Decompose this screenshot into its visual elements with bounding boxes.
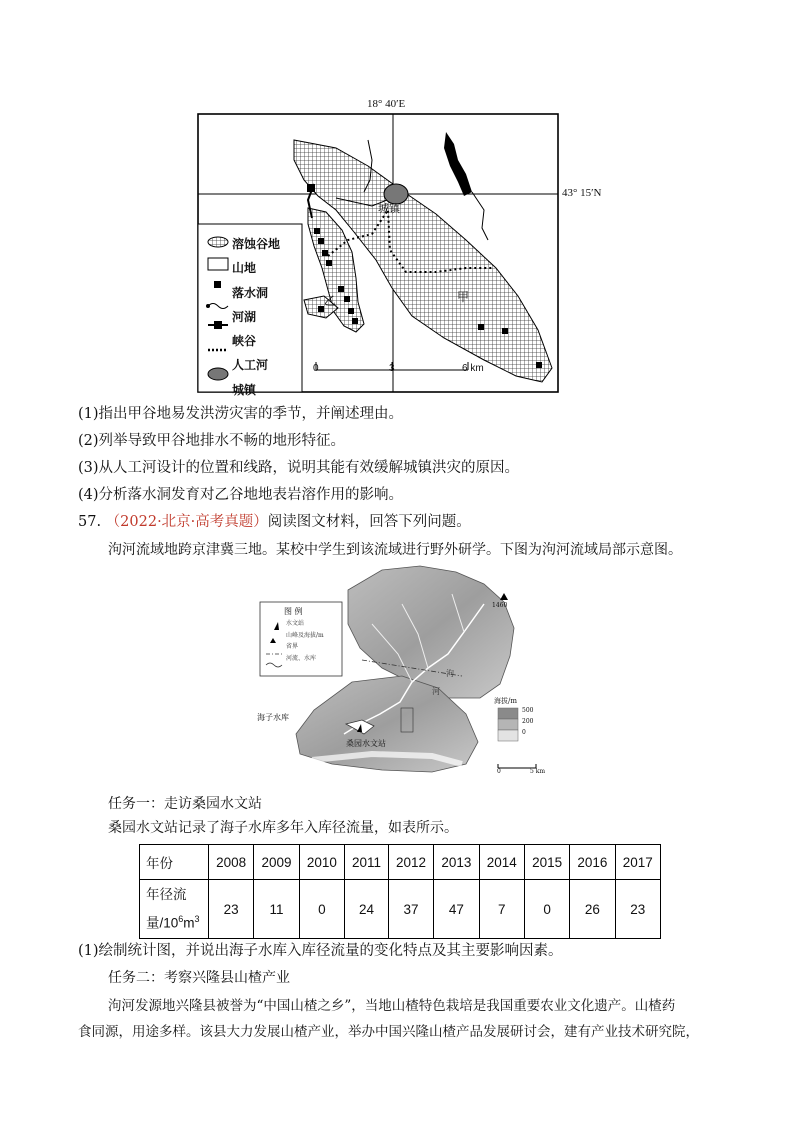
runoff-cell: 47 [434, 880, 479, 939]
header-runoff-line1: 年径流 [146, 886, 187, 902]
question-57-intro: 泃河流域地跨京津冀三地。某校中学生到该流域进行野外研学。下图为泃河流域局部示意图。 [108, 542, 682, 558]
label-reservoir: 海子水库 [257, 713, 289, 722]
scale-3: 3 [389, 363, 395, 374]
elev-0: 0 [522, 729, 526, 736]
legend-hydro-station: 水文站 [286, 620, 305, 627]
year-cell: 2009 [254, 845, 299, 880]
question-56-1: (1)指出甲谷地易发洪涝灾害的季节，并阐述理由。 [78, 406, 404, 422]
map2-scale-5km: 5 km [530, 768, 546, 775]
label-river-1: 泃 [446, 669, 454, 678]
scale-0: 0 [313, 363, 319, 374]
label-peak-elev: 1460 [492, 602, 508, 609]
question-56-3: (3)从人工河设计的位置和线路，说明其能有效缓解城镇洪灾的原因。 [78, 460, 520, 476]
question-56-4: (4)分析落水洞发育对乙谷地地表岩溶作用的影响。 [78, 487, 404, 503]
question-57-1: (1)绘制统计图，并说出海子水库入库径流量的变化特点及其主要影响因素。 [78, 943, 563, 959]
label-river-2: 河 [432, 687, 440, 696]
runoff-cell: 26 [570, 880, 615, 939]
table-row-runoff [140, 880, 661, 939]
map1-legend-labels [232, 232, 280, 402]
coord-lon: 18° 40′E [367, 98, 406, 110]
legend-peak: 山峰及海拔/m [286, 631, 324, 639]
label-town: 城镇 [378, 202, 400, 215]
juhe-basin-map-svg [252, 564, 548, 780]
map2-legend-items [286, 618, 324, 664]
runoff-cell: 24 [345, 880, 389, 939]
year-cell: 2011 [345, 845, 389, 880]
year-cell: 2015 [524, 845, 569, 880]
label-jia: 甲 [457, 290, 470, 304]
coord-lat: 43° 15′N [562, 187, 602, 199]
year-cell: 2010 [299, 845, 344, 880]
task2-para-line2: 食同源，用途多样。该县大力发展山楂产业，举办中国兴隆山楂产品发展研讨会，建有产业技术研究院， [78, 1024, 699, 1040]
question-number: 57. [78, 514, 102, 530]
header-runoff [140, 880, 209, 939]
basin-upper [348, 566, 514, 698]
question-source: （2022·北京·高考真题） [105, 514, 268, 530]
header-year: 年份 [140, 845, 209, 880]
runoff-cell: 23 [615, 880, 660, 939]
map2-scale-0: 0 [497, 768, 501, 775]
legend-river-lake: 河湖 [232, 309, 257, 324]
year-cell: 2008 [209, 845, 254, 880]
unit-m: m [183, 915, 195, 931]
runoff-cell: 11 [254, 880, 299, 939]
elev-title: 海拔/m [494, 697, 517, 705]
task1-desc: 桑园水文站记录了海子水库多年入库径流量，如表所示。 [108, 820, 458, 836]
elev-200: 200 [522, 718, 534, 725]
question-57-header [78, 512, 471, 532]
header-runoff-line2: 量/10 [146, 915, 179, 931]
year-cell: 2016 [570, 845, 615, 880]
runoff-cell: 7 [479, 880, 524, 939]
legend-canyon: 峡谷 [232, 334, 257, 349]
legend-province-border: 省界 [286, 643, 299, 650]
unit-exponent-6: 6 [178, 913, 184, 924]
runoff-table [139, 844, 661, 939]
year-cell: 2017 [615, 845, 660, 880]
runoff-cell: 23 [209, 880, 254, 939]
task1-title: 任务一：走访桑园水文站 [108, 796, 262, 812]
runoff-cell: 0 [299, 880, 344, 939]
year-cell: 2014 [479, 845, 524, 880]
label-yi: 乙 [324, 294, 337, 308]
elev-500: 500 [522, 707, 534, 714]
runoff-cell: 37 [388, 880, 433, 939]
label-station: 桑园水文站 [346, 739, 386, 748]
legend-town: 城镇 [232, 382, 257, 397]
task2-para-line1: 泃河发源地兴隆县被誉为“中国山楂之乡”，当地山楂特色栽培是我国重要农业文化遗产。山楂药 [108, 998, 676, 1014]
legend-river-reservoir: 河流、水库 [286, 654, 317, 662]
runoff-cell: 0 [524, 880, 569, 939]
question-prompt: 阅读图文材料，回答下列问题。 [267, 514, 471, 530]
year-cell: 2013 [434, 845, 479, 880]
map2-legend-title: 图 例 [284, 607, 303, 616]
scale-6km: 6 km [462, 363, 484, 374]
unit-exponent-3: 3 [194, 913, 200, 924]
year-cell: 2012 [388, 845, 433, 880]
legend-karst-valley: 溶蚀谷地 [232, 237, 281, 251]
task2-title: 任务二：考察兴隆县山楂产业 [108, 970, 290, 986]
question-56-2: (2)列举导致甲谷地排水不畅的地形特征。 [78, 433, 346, 449]
legend-mountain: 山地 [232, 261, 257, 276]
legend-canal: 人工河 [232, 358, 269, 373]
table-row-years [140, 845, 661, 880]
legend-sinkhole: 落水洞 [232, 285, 269, 300]
juhe-basin-map [252, 564, 548, 780]
